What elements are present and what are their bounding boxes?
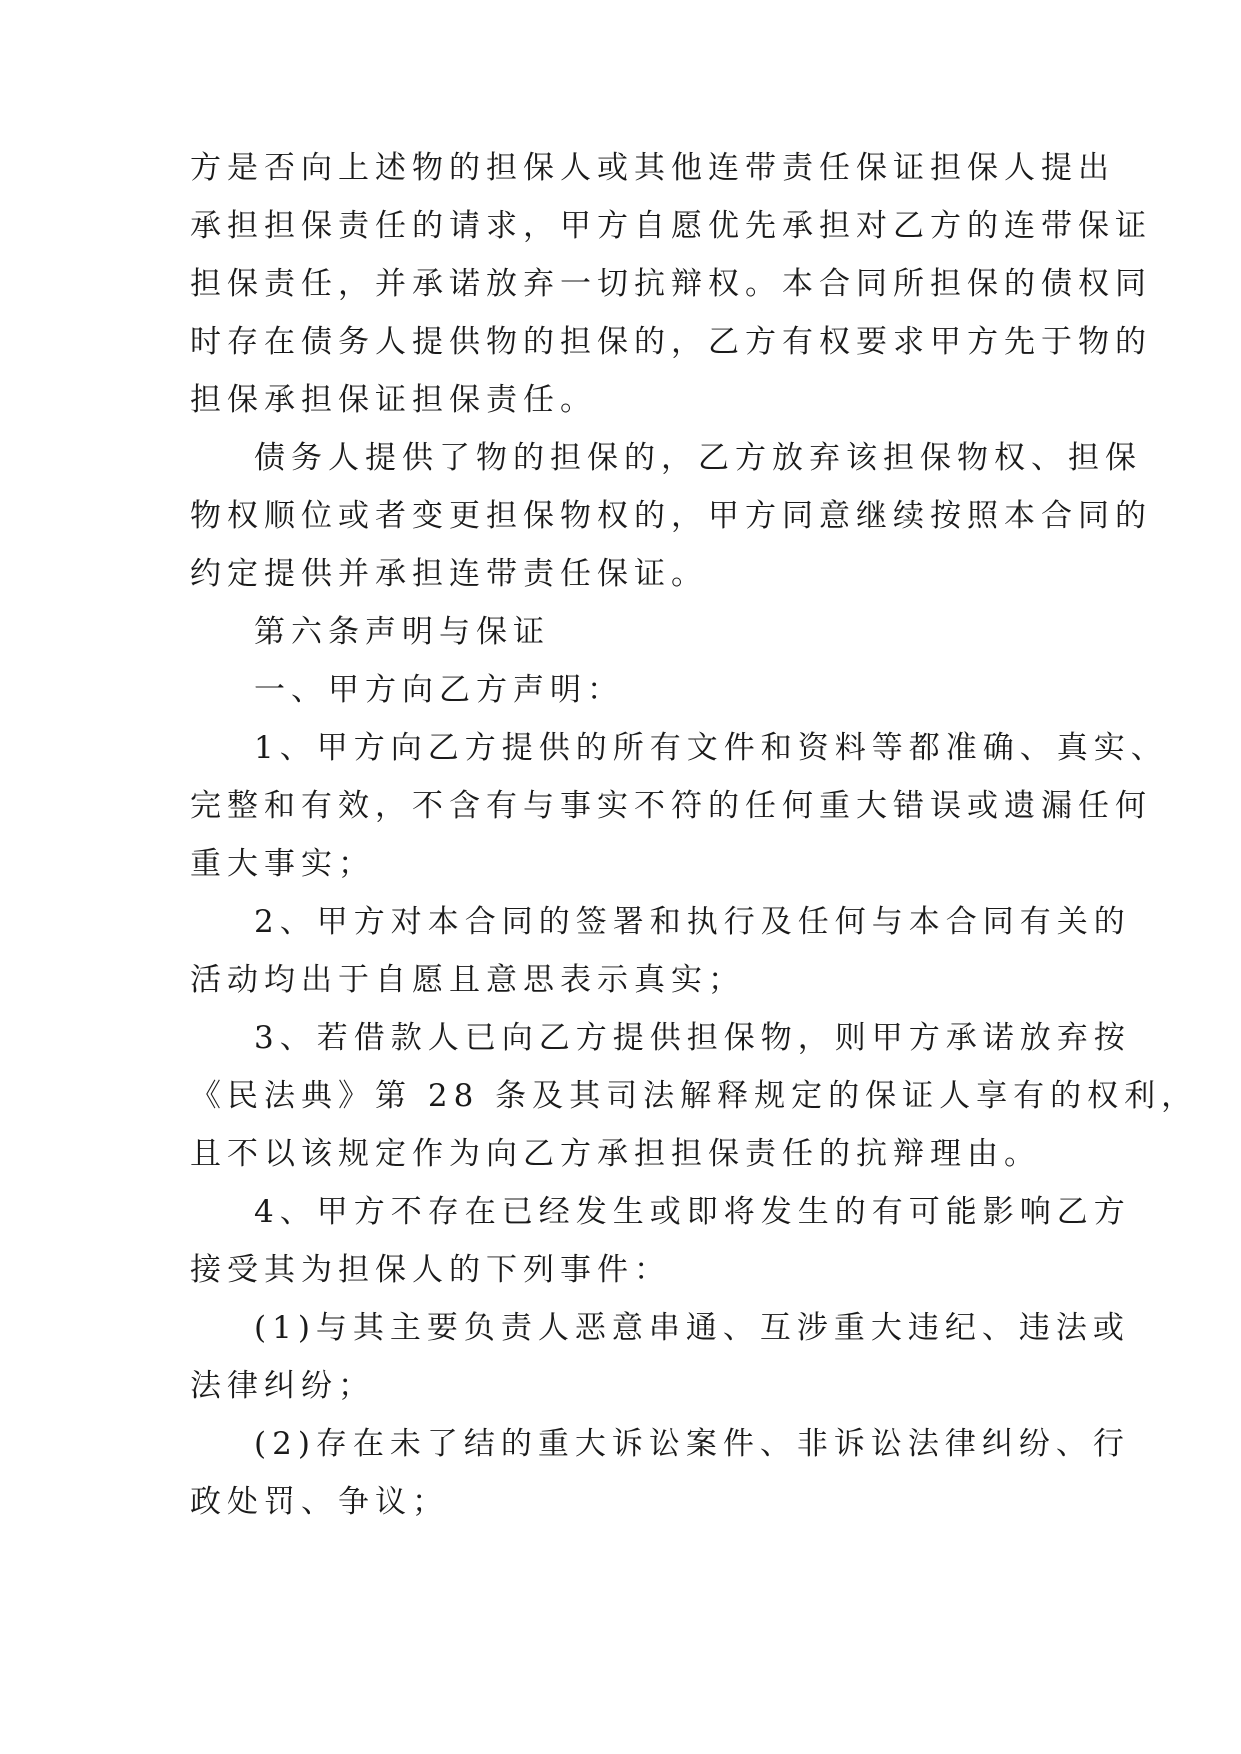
text-line: 法律纠纷； [190,1368,375,1404]
subsection-heading: 一、甲方向乙方声明： [254,672,624,708]
text-line: 承担担保责任的请求，甲方自愿优先承担对乙方的连带保证 [190,208,1152,244]
text-line: 且不以该规定作为向乙方承担担保责任的抗辩理由。 [190,1136,1041,1172]
section-heading: 第六条声明与保证 [254,614,550,650]
text-line: 重大事实； [190,846,375,882]
text-line: 政处罚、争议； [190,1484,449,1520]
text-line: 1、甲方向乙方提供的所有文件和资料等都准确、真实、 [254,730,1168,766]
text-line: 4、甲方不存在已经发生或即将发生的有可能影响乙方 [254,1194,1131,1230]
text-line: 担保责任，并承诺放弃一切抗辩权。本合同所担保的债权同 [190,266,1152,302]
text-line: 担保承担保证担保责任。 [190,382,597,418]
text-line: 约定提供并承担连带责任保证。 [190,556,708,592]
text-line: 方是否向上述物的担保人或其他连带责任保证担保人提出 [190,150,1115,186]
text-line: (1)与其主要负责人恶意串通、互涉重大违纪、违法或 [254,1310,1130,1346]
text-line: 2、甲方对本合同的签署和执行及任何与本合同有关的 [254,904,1131,940]
text-line: 《民法典》第 28 条及其司法解释规定的保证人享有的权利， [190,1078,1199,1114]
text-line: (2)存在未了结的重大诉讼案件、非诉讼法律纠纷、行 [254,1426,1130,1462]
text-line: 活动均出于自愿且意思表示真实； [190,962,745,998]
text-line: 接受其为担保人的下列事件： [190,1252,671,1288]
text-line: 时存在债务人提供物的担保的，乙方有权要求甲方先于物的 [190,324,1152,360]
text-line: 物权顺位或者变更担保物权的，甲方同意继续按照本合同的 [190,498,1152,534]
text-line: 3、若借款人已向乙方提供担保物，则甲方承诺放弃按 [254,1020,1131,1056]
text-line: 完整和有效，不含有与事实不符的任何重大错误或遗漏任何 [190,788,1152,824]
text-line: 债务人提供了物的担保的，乙方放弃该担保物权、担保 [254,440,1142,476]
